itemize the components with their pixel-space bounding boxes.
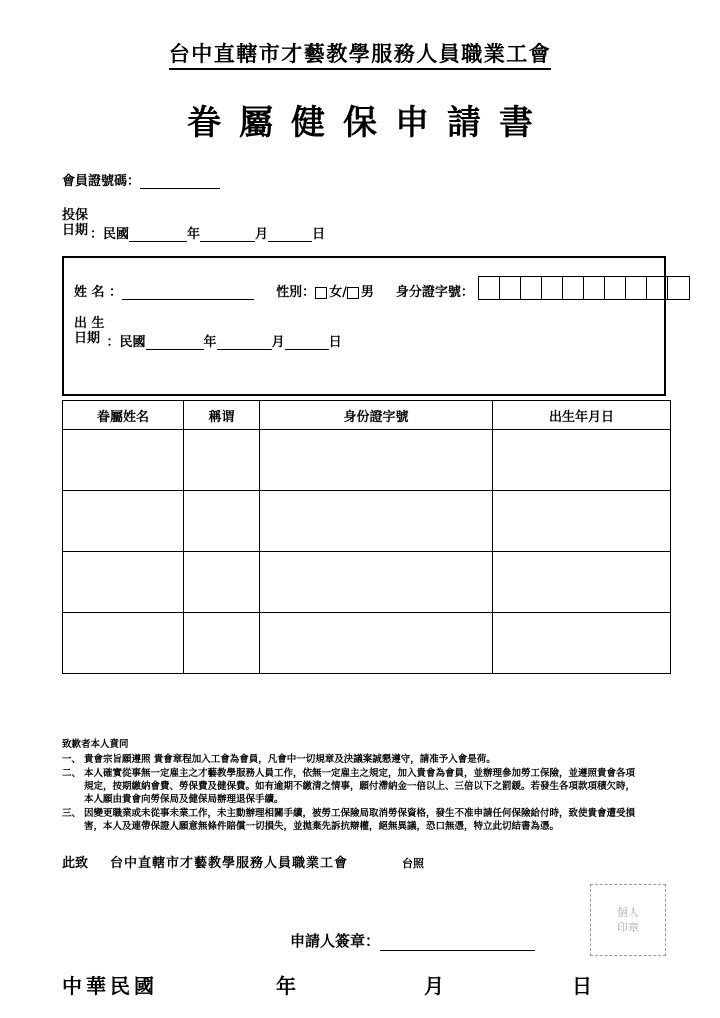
gender-separator: / [342, 285, 347, 300]
id-cell[interactable] [521, 277, 542, 299]
cell-birth-date[interactable] [493, 552, 671, 613]
footer-day-unit[interactable]: 日 [572, 974, 592, 998]
birth-day-unit: 日 [328, 335, 342, 350]
cell-dependent-name[interactable] [63, 430, 184, 491]
table-header-row [63, 401, 671, 430]
id-cell[interactable] [626, 277, 647, 299]
terms-item [62, 753, 668, 766]
applicant-info-box [62, 256, 666, 396]
applicant-name-row [74, 276, 690, 300]
document-title: 眷屬健保申請書 [187, 103, 551, 143]
terms-item [62, 767, 668, 806]
id-cell[interactable] [605, 277, 626, 299]
terms-line: 貴會宗旨願遵照 貴會章程加入工會為會員，凡會中一切規章及決議案誠懇遵守，請准予入會是荷。 [84, 754, 496, 765]
birth-year-unit: 年 [203, 335, 217, 350]
terms-line: 本人確實從事無一定雇主之才藝教學服務人員工作，依無一定雇主之規定，加入貴會為會員，並辦理參加勞工保險，並遵照貴會各項 [84, 768, 636, 779]
closing-note: 台照 [402, 857, 425, 870]
organization-title-text: 台中直轄市才藝教學服務人員職業工會 [169, 41, 552, 70]
seal-label-line2: 印章 [617, 921, 639, 934]
birth-date-label-line2: 日期 [74, 331, 101, 346]
terms-item-number: 三、 [62, 808, 82, 819]
birth-date-prefix: ：民國 [106, 335, 146, 350]
cell-dependent-name[interactable] [63, 613, 184, 674]
insure-date-fields [90, 223, 325, 242]
cell-birth-date[interactable] [493, 613, 671, 674]
insure-date-day-unit: 日 [312, 227, 326, 242]
birth-date-fields [107, 331, 342, 350]
terms-line: 規定，按期繳納會費、勞保費及健保費。如有逾期不繳清之情事，願付滯納金一倍以上、三倍以下之罰鍰。若發生各項款項積欠時， [84, 781, 636, 792]
terms-item-body [84, 767, 668, 806]
terms-item-number: 二、 [62, 768, 82, 779]
insure-date-month-unit: 月 [255, 227, 269, 242]
terms-heading: 致歉者本人賁同 [62, 739, 129, 750]
personal-seal-box[interactable] [590, 884, 666, 956]
applicant-id-label: 身分證字號： [395, 285, 474, 300]
footer-date-row [62, 970, 668, 999]
table-row [63, 430, 671, 491]
footer-roc-label: 中華民國 [62, 974, 158, 998]
column-header-relation: 稱谓 [184, 401, 260, 430]
terms-item-body [84, 807, 668, 833]
applicant-name-input[interactable] [122, 285, 254, 300]
id-cell[interactable] [584, 277, 605, 299]
cell-relation[interactable] [184, 491, 260, 552]
applicant-id-grid[interactable] [478, 276, 690, 300]
cell-id-number[interactable] [260, 430, 493, 491]
cell-relation[interactable] [184, 430, 260, 491]
gender-male-label: 男 [360, 285, 374, 300]
cell-dependent-name[interactable] [63, 491, 184, 552]
terms-item-body [84, 753, 668, 766]
column-header-birth-date: 出生年月日 [493, 401, 671, 430]
table-row [63, 552, 671, 613]
closing-row [62, 852, 424, 871]
insure-date-row [62, 208, 325, 242]
table-row [63, 613, 671, 674]
birth-year-input[interactable] [146, 335, 204, 350]
gender-label: 性別： [276, 285, 316, 300]
closing-organization: 台中直轄市才藝教學服務人員職業工會 [110, 856, 349, 871]
birth-day-input[interactable] [285, 335, 329, 350]
terms-section [62, 738, 668, 834]
terms-line: 害，本人及連帶保證人願意無條件賠償一切損失，並拋棄先訴抗辯權，絕無異議，恐口無憑，特立此切結書為憑。 [84, 821, 560, 832]
id-cell[interactable] [542, 277, 563, 299]
insure-date-day-input[interactable] [268, 227, 312, 242]
column-header-dependent-name: 眷屬姓名 [63, 401, 184, 430]
id-cell[interactable] [668, 277, 689, 299]
id-cell[interactable] [647, 277, 668, 299]
cell-id-number[interactable] [260, 491, 493, 552]
signature-row [290, 930, 535, 951]
birth-month-input[interactable] [217, 335, 272, 350]
seal-label-line1: 個人 [617, 906, 639, 919]
insure-date-year-unit: 年 [187, 227, 201, 242]
cell-relation[interactable] [184, 552, 260, 613]
cell-id-number[interactable] [260, 552, 493, 613]
terms-item-number: 一、 [62, 754, 82, 765]
member-number-row [62, 170, 220, 189]
insure-date-month-input[interactable] [200, 227, 255, 242]
id-cell[interactable] [563, 277, 584, 299]
dependents-table [62, 400, 671, 674]
terms-line: 因變更職業或未從事未業工作，未主動辦理相關手續，被勞工保險局取消勞保資格，發生不准申請任何保險給付時，致使貴會遭受損 [84, 808, 636, 819]
organization-title [0, 38, 720, 68]
gender-male-checkbox[interactable] [347, 287, 359, 299]
birth-date-label [74, 316, 105, 346]
footer-year-unit[interactable]: 年 [276, 974, 296, 998]
insure-date-label-line2: 日期 [62, 223, 89, 238]
cell-dependent-name[interactable] [63, 552, 184, 613]
member-number-input[interactable] [140, 174, 220, 189]
member-number-label: 會員證號碼： [62, 174, 141, 189]
insure-date-label-line1: 投保 [62, 208, 89, 223]
cell-relation[interactable] [184, 613, 260, 674]
id-cell[interactable] [479, 277, 500, 299]
birth-month-unit: 月 [271, 335, 285, 350]
closing-to-label: 此致 [62, 856, 89, 871]
terms-line: 本人願由貴會向勞保局及健保局辦理退保手續。 [84, 794, 284, 805]
footer-month-unit[interactable]: 月 [424, 974, 444, 998]
insure-date-label [62, 208, 88, 238]
cell-id-number[interactable] [260, 613, 493, 674]
cell-birth-date[interactable] [493, 430, 671, 491]
column-header-id-number: 身份證字號 [260, 401, 493, 430]
signature-input[interactable] [380, 936, 535, 951]
table-row [63, 491, 671, 552]
insure-date-prefix: ：民國 [90, 227, 130, 242]
applicant-birth-row [74, 316, 342, 350]
signature-label: 申請人簽章： [290, 932, 381, 950]
gender-female-label: 女 [329, 285, 343, 300]
terms-item [62, 807, 668, 833]
cell-birth-date[interactable] [493, 491, 671, 552]
gender-female-checkbox[interactable] [315, 287, 327, 299]
birth-date-label-line1: 出 生 [74, 316, 105, 331]
applicant-name-label: 姓 名 ： [74, 285, 123, 300]
id-cell[interactable] [500, 277, 521, 299]
insure-date-year-input[interactable] [129, 227, 187, 242]
